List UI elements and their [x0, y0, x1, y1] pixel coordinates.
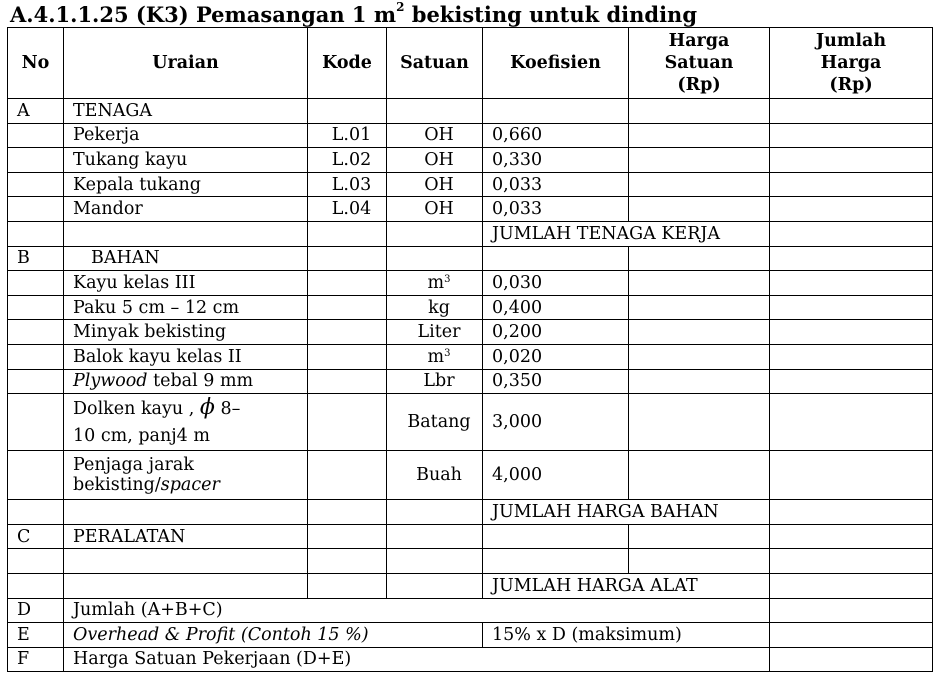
section-f-label: Harga Satuan Pekerjaan (D+E) — [64, 647, 770, 672]
header-satuan: Satuan — [387, 28, 483, 99]
section-e-label: Overhead & Profit (Contoh 15 %) — [64, 623, 483, 648]
uraian-cell: Kayu kelas III — [64, 271, 308, 296]
table-row — [8, 394, 933, 451]
uraian-cell: Plywood tebal 9 mm — [64, 369, 308, 394]
title-superscript: 2 — [396, 0, 405, 14]
satuan-cell: $m^3$ — [387, 344, 483, 369]
section-a-row — [8, 99, 933, 124]
kode-cell: L.01 — [308, 123, 387, 148]
section-a-no: A — [8, 99, 64, 124]
header-jumlah-harga: Jumlah Harga (Rp) — [770, 28, 933, 99]
satuan-cell: OH — [387, 197, 483, 222]
section-b-total-row — [8, 500, 933, 525]
satuan-cell: OH — [387, 172, 483, 197]
table-row — [8, 197, 933, 222]
header-harga-satuan: Harga Satuan (Rp) — [629, 28, 770, 99]
koefisien-cell: 0,350 — [483, 369, 629, 394]
table-row — [8, 549, 933, 574]
header-no: No — [8, 28, 64, 99]
koefisien-cell: 4,000 — [483, 451, 629, 500]
koefisien-cell: 0,330 — [483, 148, 629, 173]
table-row — [8, 369, 933, 394]
uraian-cell: Tukang kayu — [64, 148, 308, 173]
satuan-cell: OH — [387, 123, 483, 148]
table-row — [8, 123, 933, 148]
uraian-cell: Minyak bekisting — [64, 320, 308, 345]
table-row — [8, 320, 933, 345]
koefisien-cell: 3,000 — [483, 394, 629, 451]
satuan-cell: OH — [387, 148, 483, 173]
table-row — [8, 451, 933, 500]
header-uraian: Uraian — [64, 28, 308, 99]
koefisien-cell: 0,033 — [483, 172, 629, 197]
header-kode: Kode — [308, 28, 387, 99]
ahsp-table — [7, 27, 933, 672]
kode-cell: L.04 — [308, 197, 387, 222]
section-e-row — [8, 623, 933, 648]
table-row — [8, 295, 933, 320]
jumlah-tenaga-kerja-label: JUMLAH TENAGA KERJA — [483, 221, 770, 246]
header-koefisien: Koefisien — [483, 28, 629, 99]
section-d-row — [8, 598, 933, 623]
section-e-value: 15% x D (maksimum) — [483, 623, 770, 648]
section-c-no: C — [8, 524, 64, 549]
section-a-total-row — [8, 221, 933, 246]
table-row — [8, 344, 933, 369]
uraian-cell: Kepala tukang — [64, 172, 308, 197]
koefisien-cell: 0,660 — [483, 123, 629, 148]
section-b-no: B — [8, 246, 64, 271]
satuan-cell: Liter — [387, 320, 483, 345]
koefisien-cell: 0,030 — [483, 271, 629, 296]
section-c-label: PERALATAN — [64, 524, 308, 549]
satuan-cell: Lbr — [387, 369, 483, 394]
uraian-cell: Paku 5 cm – 12 cm — [64, 295, 308, 320]
title-suffix: bekisting untuk dinding — [404, 2, 698, 27]
section-f-no: F — [8, 647, 64, 672]
table-row — [8, 271, 933, 296]
jumlah-harga-bahan-label: JUMLAH HARGA BAHAN — [483, 500, 770, 525]
koefisien-cell: 0,200 — [483, 320, 629, 345]
uraian-cell: Balok kayu kelas II — [64, 344, 308, 369]
section-c-row — [8, 524, 933, 549]
uraian-cell: Pekerja — [64, 123, 308, 148]
koefisien-cell: 0,020 — [483, 344, 629, 369]
document-title — [10, 2, 697, 27]
section-a-label: TENAGA — [64, 99, 308, 124]
satuan-cell: $m^3$ — [387, 271, 483, 296]
uraian-cell: Dolken kayu , ϕ 8– 10 cm, panj4 m — [64, 394, 308, 451]
section-b-row — [8, 246, 933, 271]
jumlah-harga-alat-label: JUMLAH HARGA ALAT — [483, 573, 770, 598]
section-f-row — [8, 647, 933, 672]
section-d-label: Jumlah (A+B+C) — [64, 598, 770, 623]
table-row — [8, 148, 933, 173]
satuan-cell: Batang — [387, 394, 483, 451]
section-b-label: BAHAN — [64, 246, 308, 271]
kode-cell: L.03 — [308, 172, 387, 197]
koefisien-cell: 0,033 — [483, 197, 629, 222]
section-d-no: D — [8, 598, 64, 623]
section-c-total-row — [8, 573, 933, 598]
section-e-no: E — [8, 623, 64, 648]
kode-cell: L.02 — [308, 148, 387, 173]
diameter-symbol: ϕ — [199, 395, 215, 421]
uraian-cell: Mandor — [64, 197, 308, 222]
koefisien-cell: 0,400 — [483, 295, 629, 320]
uraian-cell: Penjaga jarak bekisting/spacer — [64, 451, 308, 500]
table-row — [8, 172, 933, 197]
satuan-cell: kg — [387, 295, 483, 320]
table-header-row — [8, 28, 933, 99]
title-text: A.4.1.1.25 (K3) Pemasangan 1 m — [10, 2, 397, 27]
satuan-cell: Buah — [387, 451, 483, 500]
